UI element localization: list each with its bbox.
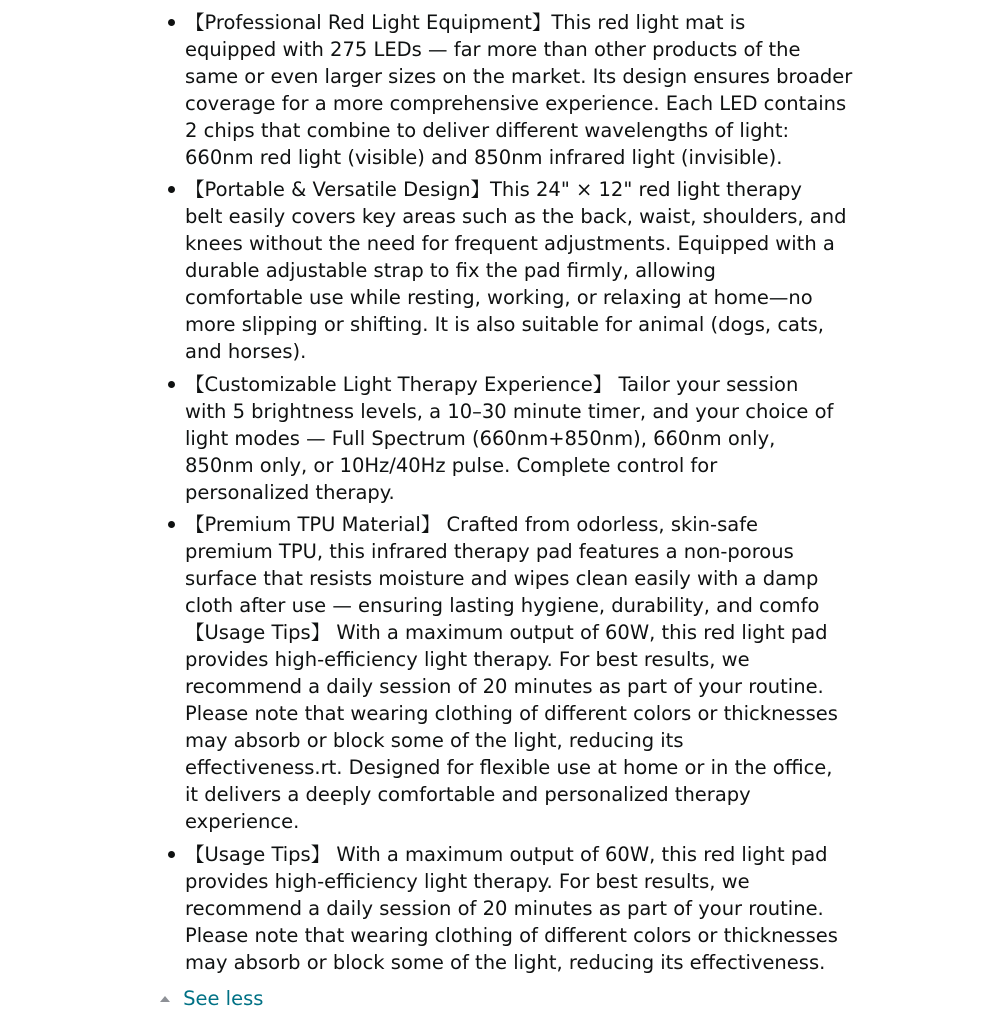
bullet-text-line: Please note that wearing clothing of different colors or thicknesses: [185, 702, 838, 725]
bullet-text-line: same or even larger sizes on the market. Its design ensures broader: [185, 65, 853, 88]
bullet-dot-icon: [168, 851, 175, 858]
bullet-text-line: 【Premium TPU Material】 Crafted from odorless, skin-safe: [185, 513, 759, 536]
bullet-dot-icon: [168, 381, 175, 388]
bullet-text-line: surface that resists moisture and wipes clean easily with a damp: [185, 567, 819, 590]
bullet-text-line: with 5 brightness levels, a 10–30 minute timer, and your choice of: [185, 400, 834, 423]
bullet-dot-icon: [168, 186, 175, 193]
bullet-text-line: personalized therapy.: [185, 481, 395, 504]
bullet-text-line: may absorb or block some of the light, reducing its: [185, 729, 684, 752]
bullet-text-line: knees without the need for frequent adjustments. Equipped with a: [185, 232, 835, 255]
bullet-text-line: 660nm red light (visible) and 850nm infrared light (invisible).: [185, 146, 783, 169]
bullet-text-line: 【Customizable Light Therapy Experience】 Tailor your session: [185, 373, 799, 396]
bullet-text-line: equipped with 275 LEDs — far more than other products of the: [185, 38, 801, 61]
bullet-text-line: provides high-efficiency light therapy. For best results, we: [185, 648, 750, 671]
bullet-text-line: Please note that wearing clothing of different colors or thicknesses: [185, 924, 838, 947]
bullet-text-line: comfortable use while resting, working, or relaxing at home—no: [185, 286, 813, 309]
bullet-text-line: cloth after use — ensuring lasting hygiene, durability, and comfo: [185, 594, 820, 617]
bullet-text-line: recommend a daily session of 20 minutes as part of your routine.: [185, 897, 824, 920]
bullet-text-line: recommend a daily session of 20 minutes as part of your routine.: [185, 675, 824, 698]
see-less-control[interactable]: [160, 985, 263, 1015]
bullet-text-line: durable adjustable strap to fix the pad firmly, allowing: [185, 259, 716, 282]
bullet-text-line: and horses).: [185, 340, 307, 363]
bullet-text-line: effectiveness.rt. Designed for flexible use at home or in the office,: [185, 756, 833, 779]
bullet-text-line: 850nm only, or 10Hz/40Hz pulse. Complete control for: [185, 454, 718, 477]
bullet-text-line: belt easily covers key areas such as the back, waist, shoulders, and: [185, 205, 847, 228]
bullet-text-line: 2 chips that combine to deliver different wavelengths of light:: [185, 119, 790, 142]
bullet-text-line: more slipping or shifting. It is also suitable for animal (dogs, cats,: [185, 313, 824, 336]
see-less-link[interactable]: See less: [183, 987, 264, 1010]
bullet-text-line: 【Usage Tips】 With a maximum output of 60W, this red light pad: [185, 843, 828, 866]
caret-up-icon: [160, 996, 170, 1002]
bullet-text-line: 【Portable & Versatile Design】This 24" × 12" red light therapy: [185, 178, 802, 201]
bullet-text-line: may absorb or block some of the light, reducing its effectiveness.: [185, 951, 826, 974]
bullet-text-line: coverage for a more comprehensive experience. Each LED contains: [185, 92, 847, 115]
bullet-dot-icon: [168, 521, 175, 528]
bullet-dot-icon: [168, 19, 175, 26]
bullet-text-line: provides high-efficiency light therapy. For best results, we: [185, 870, 750, 893]
bullet-text-line: premium TPU, this infrared therapy pad features a non-porous: [185, 540, 794, 563]
bullet-text-line: it delivers a deeply comfortable and personalized therapy: [185, 783, 751, 806]
bullet-text-line: 【Professional Red Light Equipment】This red light mat is: [185, 11, 746, 34]
bullet-text-line: 【Usage Tips】 With a maximum output of 60W, this red light pad: [185, 621, 828, 644]
bullet-text-line: light modes — Full Spectrum (660nm+850nm), 660nm only,: [185, 427, 776, 450]
bullet-text-line: experience.: [185, 810, 300, 833]
